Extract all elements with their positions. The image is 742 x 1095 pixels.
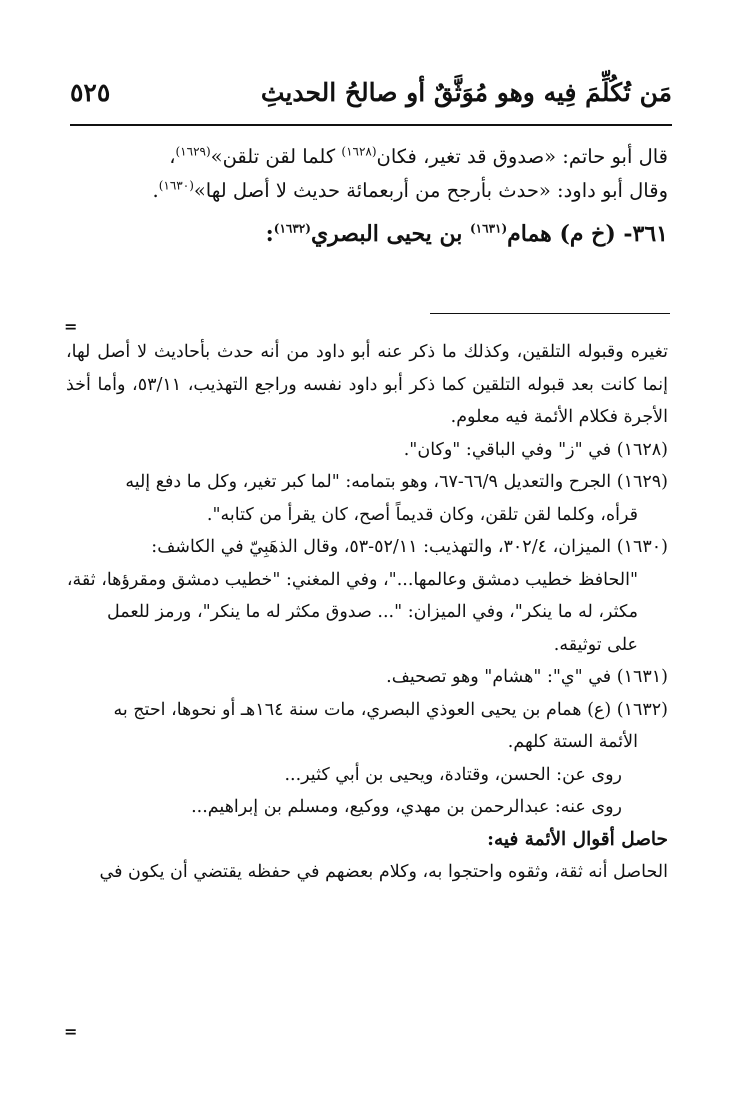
header-title: مَن تُكُلِّمَ فِيه وهو مُوَثَّقٌ أو صالحُ الحديثِ [260, 78, 672, 107]
entry-heading [66, 214, 668, 254]
entry-colon: : [265, 221, 274, 247]
entry-name: بن يحيى البصري [310, 221, 470, 247]
footnote-ref-1631: (١٦٣١) [469, 221, 508, 236]
footnote-1630: (١٦٣٠) الميزان، ٣٠٢/٤، والتهذيب: ٥٢/١١-٥٣، وقال الذهَبِيّ في الكاشف: [151, 537, 668, 557]
main-line-abu-hatim [66, 140, 668, 174]
main-text-segment: كلما لقن تلقن» [210, 145, 342, 168]
main-text-segment: ، [169, 145, 176, 168]
main-text-segment: قال أبو حاتم: «صدوق قد تغير، فكان [376, 145, 668, 168]
footnote-1632-narrated-from: روى عن: الحسن، وقتادة، ويحيى بن أبي كثير... [284, 764, 622, 785]
footnote-1631: (١٦٣١) في "ي": "هشام" وهو تصحيف. [386, 667, 668, 687]
footnote-separator [430, 313, 670, 314]
footnote-ref-1632: (١٦٣٢) [273, 221, 311, 236]
footnote-1629: (١٦٢٩) الجرح والتعديل ٦٦/٩-٦٧، وهو بتمامه: "لما كبر تغير، وكل ما دفع إليه [125, 472, 668, 492]
page-number: ٥٢٥ [70, 78, 111, 107]
main-line-abu-dawud [66, 174, 668, 208]
footnote-1628: (١٦٢٨) في "ز" وفي الباقي: "وكان". [403, 439, 668, 460]
main-text [66, 140, 668, 254]
summary-heading: حاصل أقوال الأئمة فيه: [487, 828, 668, 850]
footnote-ref-1629: (١٦٢٩) [175, 144, 211, 159]
header-rule [70, 124, 672, 126]
footnote-1630-cont: "الحافظ خطيب دمشق وعالمها..."، وفي المغني: "خطيب دمشق ومقرؤها، ثقة، [66, 569, 638, 590]
footnotes [66, 336, 668, 889]
main-text-segment: . [152, 179, 159, 202]
footnote-1630-cont: على توثيقه. [553, 634, 638, 655]
main-text-segment: وقال أبو داود: «حدث بأرجح من أربعمائة حديث لا أصل لها» [193, 179, 668, 202]
running-header [70, 78, 672, 118]
footnote-1630-cont: مكثر، له ما ينكر"، وفي الميزان: "... صدوق مكثر له ما ينكر"، ورمز للعمل [106, 602, 638, 622]
footnote-ref-1630: (١٦٣٠) [158, 178, 194, 193]
footnote-1632-cont: الأئمة الستة كلهم. [507, 732, 638, 752]
footnote-ref-1628: (١٦٢٨) [341, 144, 377, 159]
continuation-mark-top: = [64, 317, 78, 336]
footnote-1629-cont: قرأه، وكلما لقن تلقن، وكان قديماً أصح، كان يقرأ من كتابه". [206, 504, 638, 525]
footnote-continued: تغيره وقبوله التلقين، وكذلك ما ذكر عنه أبو داود من أنه حدث بأحاديث لا أصل لها، إنما كانت بعد قبوله التلقين كما ذكر أبو داود نفسه وراجع التهذيب، ٥٣/١١، وأما أخذ الأجرة فكلام الأئمة فيه معلوم. [66, 342, 668, 427]
footnote-1632: (١٦٣٢) (ع) همام بن يحيى العوذي البصري، مات سنة ١٦٤هـ أو نحوها، احتج به [113, 699, 668, 720]
summary-text: الحاصل أنه ثقة، وثقوه واحتجوا به، وكلام بعضهم في حفظه يقتضي أن يكون في [99, 862, 668, 882]
footnote-1632-narrated-by: روى عنه: عبدالرحمن بن مهدي، ووكيع، ومسلم بن إبراهيم... [191, 797, 622, 817]
continuation-mark-bottom: = [64, 1022, 78, 1041]
entry-number-and-name: ٣٦١- (خ م) همام [507, 221, 668, 247]
